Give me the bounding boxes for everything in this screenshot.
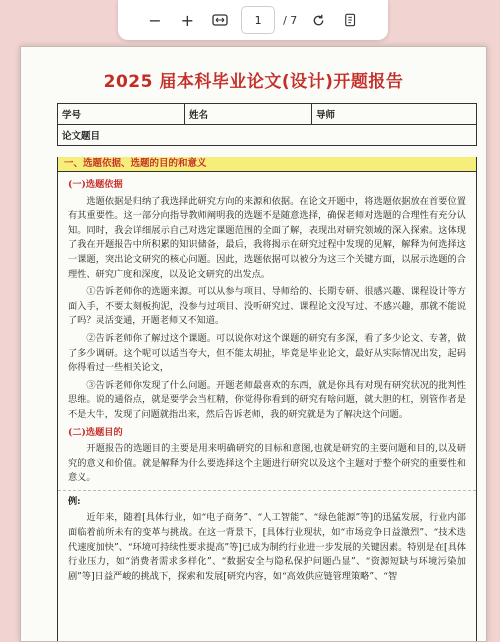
document-page <box>20 46 487 642</box>
page-navigator <box>241 6 297 34</box>
thumbnail-panel-icon[interactable] <box>340 9 362 31</box>
rotate-icon[interactable] <box>308 9 330 31</box>
document-title: 2025 届本科毕业论文(设计)开题报告 <box>103 72 404 92</box>
paragraph: ③告诉老师你发现了什么问题。开题老师最喜欢的东西，就是你具有对现有研究状况的批判性思维。说的通俗点，就是要学会当杠精，你觉得你看到的研究有啥问题，就大胆的杠，别管作者是不是大牛，发现了问题就指出来，然后告诉老师，我的研究就是为了解决这个问题。 <box>68 379 466 420</box>
topic-label: 论文题目 <box>58 125 477 146</box>
pdf-toolbar <box>118 0 388 40</box>
document-body <box>57 172 477 642</box>
name-label: 姓名 <box>185 104 312 125</box>
fit-width-icon[interactable] <box>209 9 231 31</box>
paragraph: ①告诉老师你的选题来源。可以从参与项目、导师给的、长期专研、很感兴趣、课程设计等方面入手，不要太刻板拘泥，没参与过项目、没听研究过、课程论文没写过、不感兴趣，那就不能说了吗？灵活变通，开题老师又不知道。 <box>68 286 466 327</box>
paragraph: 近年来，随着[具体行业，如“电子商务”、“人工智能”、“绿色能源”等]的迅猛发展，行业内部面临着前所未有的变革与挑战。在这一背景下，[具体行业现状，如“市场竞争日益激烈”、“技术迭代速度加快”、“环境可持续性要求提高”等]已成为制约行业进一步发展的关键因素。特别是在[具体行业压力，如“消费者需求多样化”、“数据安全与隐私保护问题凸显”、“资源短缺与环境污染加剧”等]日益严峻的挑战下，探索和发展[研究内容，如“高效供应链管理策略”、“智 <box>68 512 466 582</box>
total-pages-label: / 7 <box>283 13 298 27</box>
paragraph: 选题依据是归纳了我选择此研究方向的来源和依据。在论文开题中，将选题依据放在首要位置有其重要性。这一部分向指导教师阐明我的选题不是随意选择，确保老师对选题的合理性有充分认知。同时，我会详细展示自己对选定课题范围的全面了解，表现出对研究领域的深入探索。这体现了我在开题报告中所积累的知识储备，最后，我将揭示在研究过程中发现的见解，解释为何选择这一课题，突出论文研究的核心问题。因此，选题依据可以被分为这三个关键方面，以展示选题的合理性、研究广度和深度，以及论文研究的出发点。 <box>68 195 466 280</box>
example-label: 例: <box>68 495 81 507</box>
current-page-input[interactable]: 1 <box>241 6 275 34</box>
subheading-purpose: (二)选题目的 <box>68 426 123 438</box>
subheading-basis: (一)选题依据 <box>68 179 123 190</box>
advisor-label: 导师 <box>312 104 477 125</box>
info-table <box>57 103 477 146</box>
zoom-in-button[interactable]: + <box>180 10 195 30</box>
student-id-label: 学号 <box>58 104 185 125</box>
section-heading: 一、选题依据、选题的目的和意义 <box>57 157 477 172</box>
zoom-out-button[interactable]: − <box>148 10 162 30</box>
divider <box>58 490 476 491</box>
paragraph: 开题报告的选题目的主要是用来明确研究的目标和意图,也就是研究的主要问题和目的,以及研究的意义和价值。就是解释为什么要选择这个主题进行研究以及这个主题对于整个研究的重要性和意义。 <box>68 443 466 484</box>
paragraph: ②告诉老师你了解过这个课题。可以说你对这个课题的研究有多深，看了多少论文、专著，做了多少调研。这个呢可以适当夸大，但不能太胡扯，毕竟是毕业论文，最好从实际情况出发，起码你得看过一些相关论文， <box>68 332 466 374</box>
